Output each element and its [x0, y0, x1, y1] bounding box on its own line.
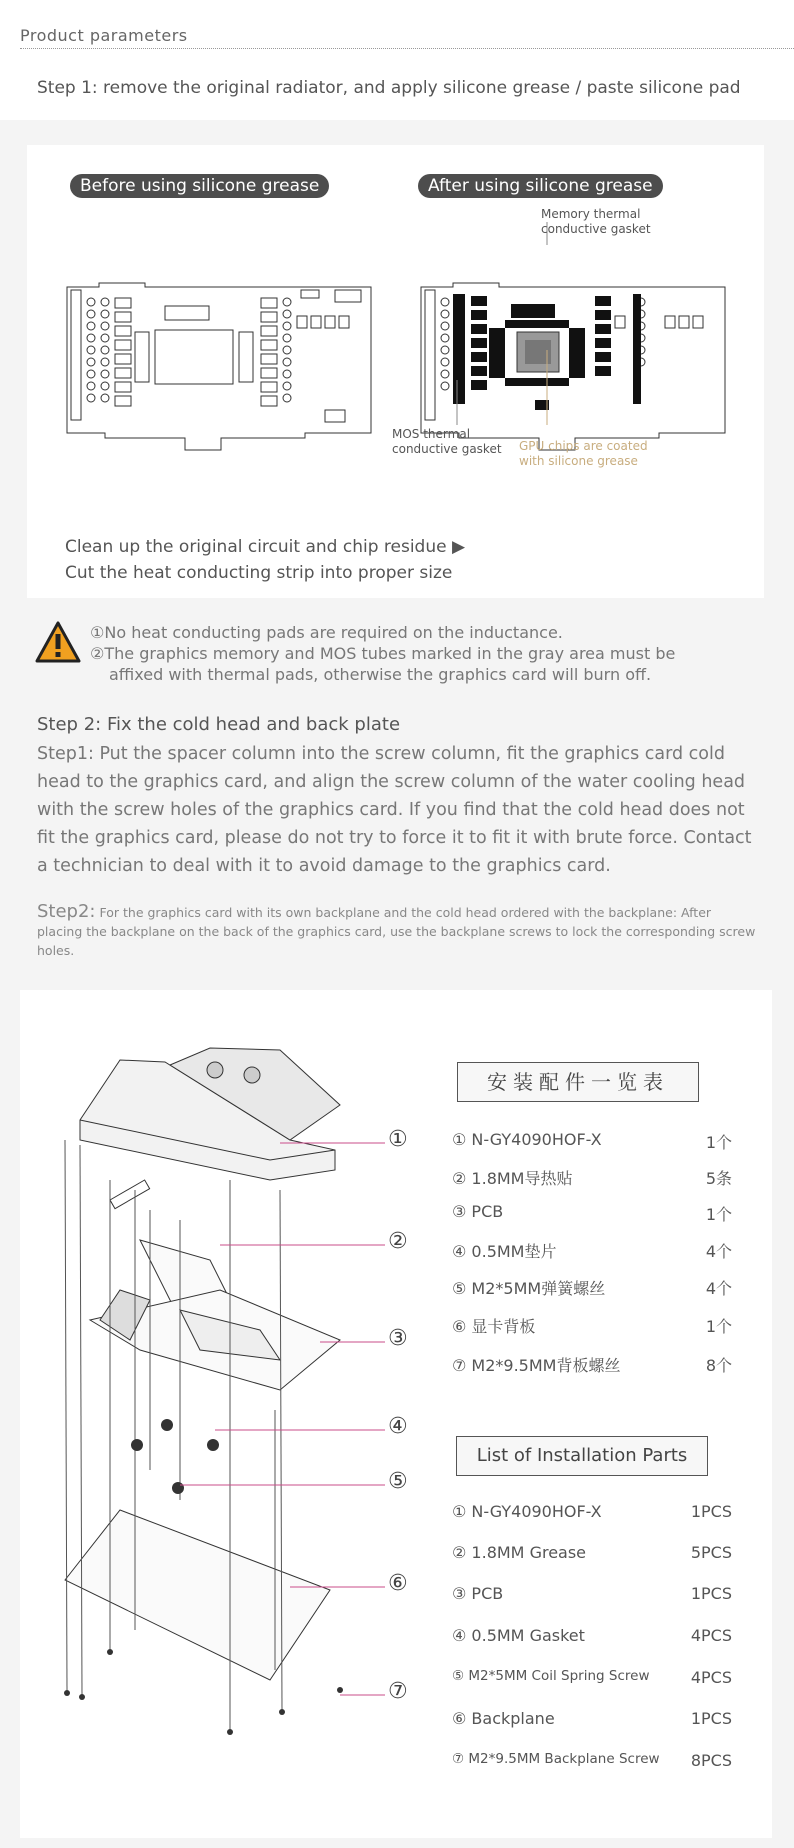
installation-parts-panel: [20, 990, 772, 1838]
cleanup-instruction: Clean up the original circuit and chip residue ▶: [65, 537, 466, 557]
list-item: ① N-GY4090HOF-X: [452, 1502, 602, 1521]
callout-1: ①: [388, 1127, 408, 1152]
list-item-qty: 4PCS: [690, 1626, 732, 1645]
callout-6: ⑥: [388, 1571, 408, 1596]
silicone-grease-panel: [27, 145, 764, 598]
list-item-qty: 5PCS: [690, 1543, 732, 1562]
parts-list-en-title: List of Installation Parts: [456, 1436, 708, 1476]
step2-paragraph-1: Step1: Put the spacer column into the screw column, fit the graphics card cold head to the graphics card, and align the screw column of the water cooling head with the screw holes of the graphics card. If you find that the cold head does not fit the graphics card, please do not try to force it to fit it with brute force. Contact a technician to deal with it to avoid damage to the graphics card.: [37, 744, 752, 876]
list-item-qty: 4个: [705, 1279, 732, 1298]
list-item: ④ 0.5MM垫片: [452, 1242, 557, 1261]
callout-5: ⑤: [388, 1469, 408, 1494]
list-item: ① N-GY4090HOF-X: [452, 1130, 602, 1149]
list-item: ⑥ 显卡背板: [452, 1317, 536, 1336]
list-item-qty: 1个: [705, 1205, 732, 1224]
list-item: ④ 0.5MM Gasket: [452, 1626, 585, 1645]
list-item-qty: 1PCS: [690, 1709, 732, 1728]
callout-2: ②: [388, 1229, 408, 1254]
step2-paragraph-2: Step2: For the graphics card with its own backplane and the cold head ordered with the backplane: After placing the backplane on the back of the graphics card, use the backplane screws to lock the corresponding screw holes.: [37, 901, 756, 958]
gpu-grease-label: GPU chips are coated with silicone grease: [519, 439, 648, 468]
before-label: Before using silicone grease: [70, 174, 329, 198]
list-item: ⑦ M2*9.5MM Backplane Screw: [452, 1751, 660, 1767]
list-item: ② 1.8MM Grease: [452, 1543, 587, 1562]
list-item: ⑥ Backplane: [452, 1709, 555, 1728]
mos-gasket-label: MOS thermal conductive gasket: [392, 427, 502, 456]
warning-notes: ①No heat conducting pads are required on the inductance. ②The graphics memory and MOS tubes marked in the gray area must be affixed with thermal pads, otherwise the graphics card will burn off.: [90, 623, 676, 684]
panel1-callout-lines: [27, 145, 764, 598]
after-label: After using silicone grease: [418, 174, 663, 198]
list-item: ⑤ M2*5MM弹簧螺丝: [452, 1279, 606, 1298]
list-item-qty: 8PCS: [690, 1751, 732, 1770]
list-item: ③ PCB: [452, 1202, 504, 1221]
list-item-qty: 1个: [705, 1317, 732, 1336]
memory-gasket-label: Memory thermal conductive gasket: [541, 207, 651, 236]
exploded-view-illustration: [20, 990, 450, 1838]
page-section-title: Product parameters: [20, 26, 188, 45]
warning-icon: [34, 620, 82, 664]
step2-title: Step 2: Fix the cold head and back plate: [37, 714, 401, 735]
list-item-qty: 1PCS: [690, 1502, 732, 1521]
list-item: ⑤ M2*5MM Coil Spring Screw: [452, 1668, 650, 1684]
list-item: ③ PCB: [452, 1584, 504, 1603]
header-divider: [20, 48, 794, 49]
header-section: [0, 0, 794, 120]
cut-strip-instruction: Cut the heat conducting strip into proper size: [65, 563, 453, 583]
play-arrow-icon: ▶: [451, 537, 466, 557]
parts-list-cn-title: 安装配件一览表: [457, 1062, 699, 1102]
callout-4: ④: [388, 1414, 408, 1439]
step1-title: Step 1: remove the original radiator, and apply silicone grease / paste silicone pad: [37, 78, 741, 98]
list-item-qty: 4个: [705, 1242, 732, 1261]
list-item: ② 1.8MM导热贴: [452, 1169, 573, 1188]
callout-7: ⑦: [388, 1679, 408, 1704]
list-item-qty: 8个: [705, 1356, 732, 1375]
list-item-qty: 4PCS: [690, 1668, 732, 1687]
list-item: ⑦ M2*9.5MM背板螺丝: [452, 1356, 621, 1375]
list-item-qty: 1个: [705, 1133, 732, 1152]
list-item-qty: 1PCS: [690, 1584, 732, 1603]
callout-3: ③: [388, 1326, 408, 1351]
list-item-qty: 5条: [705, 1169, 732, 1188]
